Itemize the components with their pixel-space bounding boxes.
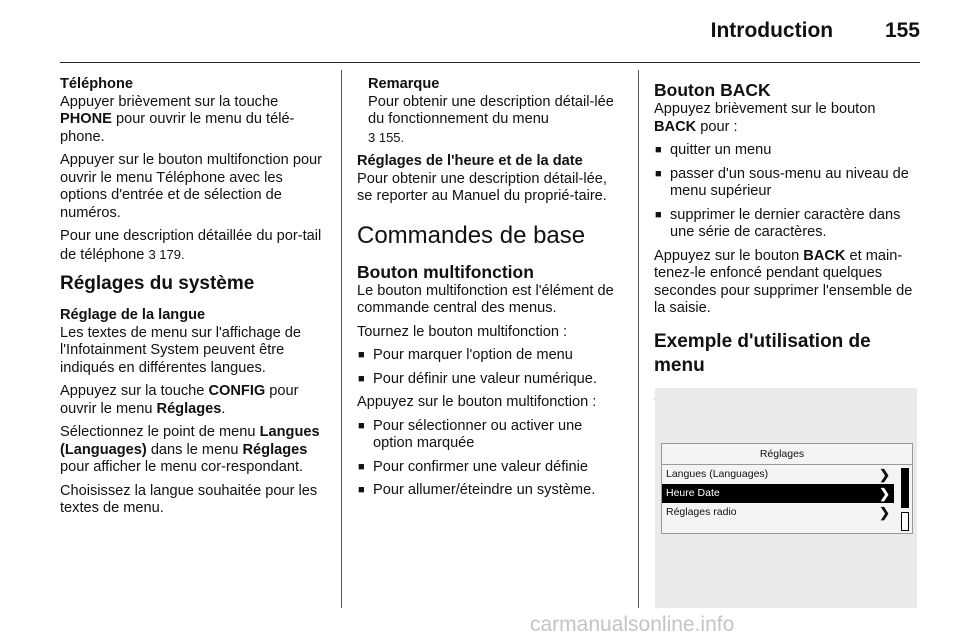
example-heading: Exemple d'utilisation de menu	[654, 330, 871, 376]
column-1	[60, 76, 324, 524]
menu-label: Réglages	[156, 400, 222, 417]
paragraph	[60, 228, 324, 264]
page-reference[interactable]: 3 179.	[148, 246, 185, 262]
list-item: ■ passer d'un sous-menu au niveau de menu supérieur	[654, 166, 918, 201]
menu-item-radio-settings[interactable]	[662, 503, 894, 522]
watermark: carmanualsonline.info	[530, 613, 735, 636]
list-item: ■ Pour marquer l'option de menu	[357, 347, 623, 365]
time-heading: Réglages de l'heure et de la date	[357, 153, 583, 169]
list-item: ■ Pour définir une valeur numérique.	[357, 371, 623, 389]
paragraph: Appuyez sur le bouton multifonction :	[357, 394, 597, 410]
paragraph	[60, 383, 324, 418]
system-heading: Réglages du système	[60, 273, 255, 294]
text: Pour une description détaillée du por-tail de téléphone	[60, 228, 322, 263]
knob-heading: Bouton multifonction	[357, 261, 534, 282]
text: Appuyer brièvement sur la touche	[60, 93, 279, 110]
settings-menu	[661, 443, 913, 534]
key-label: BACK	[654, 118, 697, 135]
text: Appuyez sur le bouton	[654, 247, 804, 264]
text: .	[221, 400, 226, 417]
chevron-right-icon: ❯	[879, 467, 890, 482]
paragraph: Le bouton multifonction est l'élément de commande central des menus.	[357, 282, 614, 316]
list-item: ■ Pour sélectionner ou activer une option marquée	[357, 418, 623, 453]
paragraph	[60, 94, 324, 147]
page-header	[711, 18, 920, 44]
menu-label: Réglages	[242, 441, 308, 458]
display-illustration	[655, 388, 917, 608]
text: pour ouvrir le menu du télé-phone.	[60, 111, 295, 145]
menu-item-time-date[interactable]	[662, 484, 894, 503]
paragraph: Appuyer sur le bouton multifonction pour ouvrir le menu Téléphone avec les options d'entrée et de sélection de numéros.	[60, 152, 323, 221]
column-3	[654, 76, 918, 406]
back-list	[654, 142, 918, 242]
menu-item-label: Heure Date	[666, 487, 720, 499]
paragraph	[654, 248, 918, 318]
list-item: ■ Pour allumer/éteindre un système.	[357, 482, 623, 500]
scrollbar[interactable]	[901, 468, 909, 530]
commands-heading: Commandes de base	[357, 221, 586, 249]
chevron-right-icon: ❯	[879, 505, 890, 520]
text: pour ouvrir le menu	[60, 383, 299, 417]
header-rule	[60, 62, 920, 63]
list-item: ■ supprimer le dernier caractère dans une série de caractères.	[654, 207, 918, 242]
scrollbar-track	[901, 512, 909, 531]
menu-title: Réglages	[662, 444, 912, 465]
text: Appuyez brièvement sur le bouton	[654, 101, 876, 117]
column-2	[357, 76, 623, 506]
text: pour afficher le menu cor-respondant.	[60, 459, 304, 475]
text: pour :	[696, 118, 738, 135]
list-item: ■ quitter un menu	[654, 142, 918, 160]
page-number: 155	[884, 19, 920, 42]
column-divider-1	[341, 70, 342, 608]
text: et main-tenez-le enfoncé pendant quelques secondes pour supprimer l'ensemble de la saisie.	[654, 247, 913, 316]
paragraph: Choisissez la langue souhaitée pour les textes de menu.	[60, 482, 318, 516]
language-heading: Réglage de la langue	[60, 307, 206, 323]
paragraph	[60, 424, 324, 477]
menu-item-languages[interactable]	[662, 465, 894, 484]
list-item: ■ Pour confirmer une valeur définie	[357, 459, 623, 477]
text: Appuyez sur la touche	[60, 383, 209, 399]
key-label: PHONE	[60, 111, 112, 127]
turn-list	[357, 347, 623, 388]
text: dans le menu	[146, 441, 243, 458]
text: Sélectionnez le point de menu	[60, 424, 260, 440]
menu-item-label: Réglages radio	[666, 506, 737, 518]
press-list	[357, 418, 623, 500]
page-reference[interactable]: 3 155.	[368, 129, 405, 145]
column-divider-2	[638, 70, 639, 608]
key-label: BACK	[803, 247, 846, 264]
paragraph: Pour obtenir une description détail-lée, se reporter au Manuel du proprié-taire.	[357, 170, 607, 204]
remark-text	[357, 94, 623, 148]
remark-heading: Remarque	[368, 76, 440, 92]
paragraph: Tournez le bouton multifonction :	[357, 323, 568, 340]
paragraph	[654, 101, 918, 136]
page-title: Introduction	[710, 19, 834, 42]
back-heading: Bouton BACK	[654, 80, 771, 100]
paragraph: Les textes de menu sur l'affichage de l'Infotainment System peuvent être indiqués en différentes langues.	[60, 324, 302, 376]
text: Pour obtenir une description détail-lée du fonctionnement du menu	[368, 93, 614, 127]
menu-item-label: Langues (Languages)	[666, 468, 769, 480]
menu-label: Langues (Languages)	[60, 424, 320, 458]
key-label: CONFIG	[208, 383, 266, 399]
scrollbar-thumb[interactable]	[901, 468, 909, 508]
chevron-right-icon: ❯	[879, 486, 890, 501]
telephone-heading: Téléphone	[60, 76, 133, 92]
